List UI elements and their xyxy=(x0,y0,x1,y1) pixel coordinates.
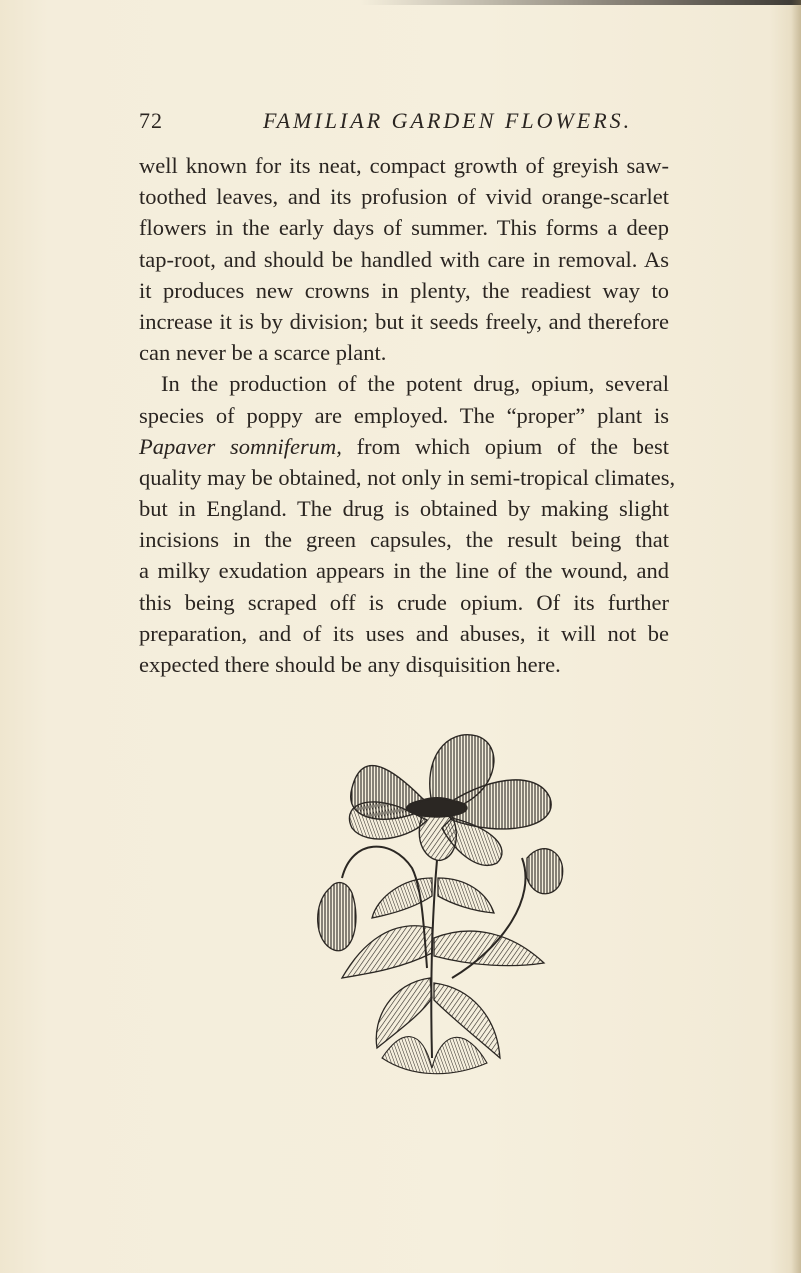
text-line: well known for its neat, compact growth of greyish saw- xyxy=(139,153,669,178)
text-line: increase it is by division; but it seeds freely, and therefore xyxy=(139,308,669,334)
page-header xyxy=(139,108,669,138)
text-line: tap-root, and should be handled with care in removal. As xyxy=(139,246,669,272)
text-line: incisions in the green capsules, the result being that xyxy=(139,527,669,553)
page-edge xyxy=(791,0,801,1273)
poppy-leaves xyxy=(342,878,544,1058)
text-fragment: species of poppy are employed. The xyxy=(139,402,507,428)
botanical-name: Papaver somniferum, xyxy=(139,433,342,459)
text-line: In the production of the potent drug, opium, several xyxy=(161,371,669,397)
text-line: can never be a scarce plant. xyxy=(139,340,387,366)
text-line: quality may be obtained, not only in semi-tropical climates, xyxy=(139,464,676,490)
poppy-flower xyxy=(349,735,551,866)
quoted-word: “proper” xyxy=(506,402,586,428)
poppy-base xyxy=(382,1037,487,1074)
poppy-engraving-icon xyxy=(282,728,582,1088)
body-text xyxy=(139,150,676,680)
text-line: but in England. The drug is obtained by making slight xyxy=(139,496,669,522)
text-line xyxy=(139,400,669,431)
text-line: expected there should be any disquisition here. xyxy=(139,652,561,677)
text-fragment: plant is xyxy=(585,402,669,428)
text-line xyxy=(139,431,669,462)
text-line: it produces new crowns in plenty, the readiest way to xyxy=(139,277,669,303)
text-fragment: from which opium of the best xyxy=(341,433,669,459)
text-line: preparation, and of its uses and abuses, it will not be xyxy=(139,620,669,646)
text-line: toothed leaves, and its profusion of vivid orange-scarlet xyxy=(139,184,669,210)
top-edge-shadow xyxy=(360,0,801,5)
text-line: flowers in the early days of summer. This forms a deep xyxy=(139,215,669,241)
page-number: 72 xyxy=(139,108,163,133)
running-head: FAMILIAR GARDEN FLOWERS. xyxy=(263,108,633,133)
text-line: a milky exudation appears in the line of the wound, and xyxy=(139,558,669,584)
text-line: this being scraped off is crude opium. Of its further xyxy=(139,589,669,615)
